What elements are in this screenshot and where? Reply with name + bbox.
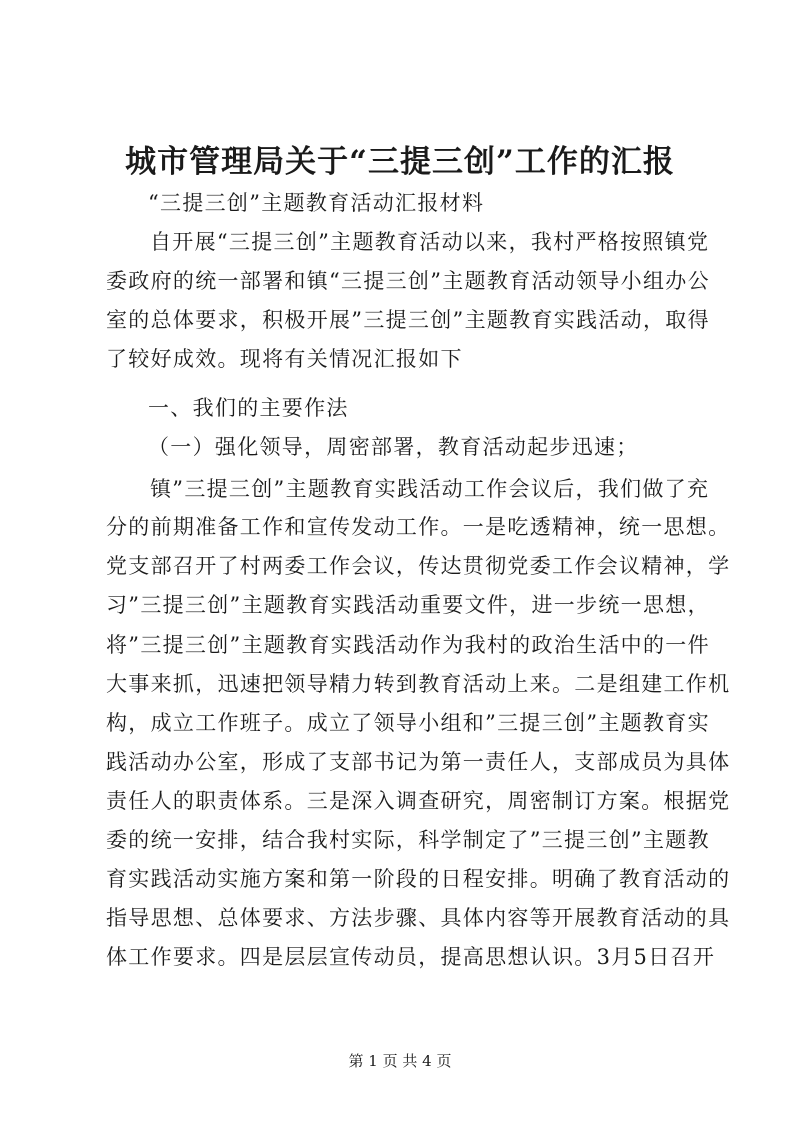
body-line: 育实践活动实施方案和第一阶段的日程安排。明确了教育活动的	[106, 867, 731, 891]
body-line: 委政府的统一部署和镇“三提三创”主题教育活动领导小组办公	[106, 269, 710, 293]
body-line: 镇”三提三创”主题教育实践活动工作会议后，我们做了充	[150, 477, 710, 501]
subtitle-line: “三提三创”主题教育活动汇报材料	[148, 191, 485, 215]
section-heading: 一、我们的主要作法	[148, 396, 349, 420]
body-line: 自开展“三提三创”主题教育活动以来，我村严格按照镇党	[150, 230, 710, 254]
body-line: 责任人的职责体系。三是深入调查研究，周密制订方案。根据党	[106, 789, 731, 813]
document-title: 城市管理局关于“三提三创”工作的汇报	[125, 144, 675, 180]
body-line: 了较好成效。现将有关情况汇报如下	[106, 347, 463, 371]
body-line: 室的总体要求，积极开展”三提三创”主题教育实践活动，取得	[106, 308, 710, 332]
body-line: 委的统一安排，结合我村实际，科学制定了”三提三创”主题教	[106, 828, 710, 852]
body-line: 将”三提三创”主题教育实践活动作为我村的政治生活中的一件	[106, 633, 710, 657]
body-line: 分的前期准备工作和宣传发动工作。一是吃透精神，统一思想。	[106, 515, 731, 539]
body-line: 体工作要求。四是层层宣传动员，提高思想认识。3月5日召开	[106, 945, 716, 969]
body-line: 党支部召开了村两委工作会议，传达贯彻党委工作会议精神，学	[106, 554, 731, 578]
body-line: 习”三提三创”主题教育实践活动重要文件，进一步统一思想，	[106, 593, 710, 617]
body-line: 大事来抓，迅速把领导精力转到教育活动上来。二是组建工作机	[106, 672, 731, 696]
body-line: 指导思想、总体要求、方法步骤、具体内容等开展教育活动的具	[106, 906, 731, 930]
body-line: 践活动办公室，形成了支部书记为第一责任人，支部成员为具体	[106, 750, 731, 774]
page-number: 第 1 页 共 4 页	[348, 1052, 452, 1070]
body-line: 构，成立工作班子。成立了领导小组和”三提三创”主题教育实	[106, 711, 710, 735]
subsection-heading: （一）强化领导，周密部署，教育活动起步迅速；	[148, 435, 639, 459]
